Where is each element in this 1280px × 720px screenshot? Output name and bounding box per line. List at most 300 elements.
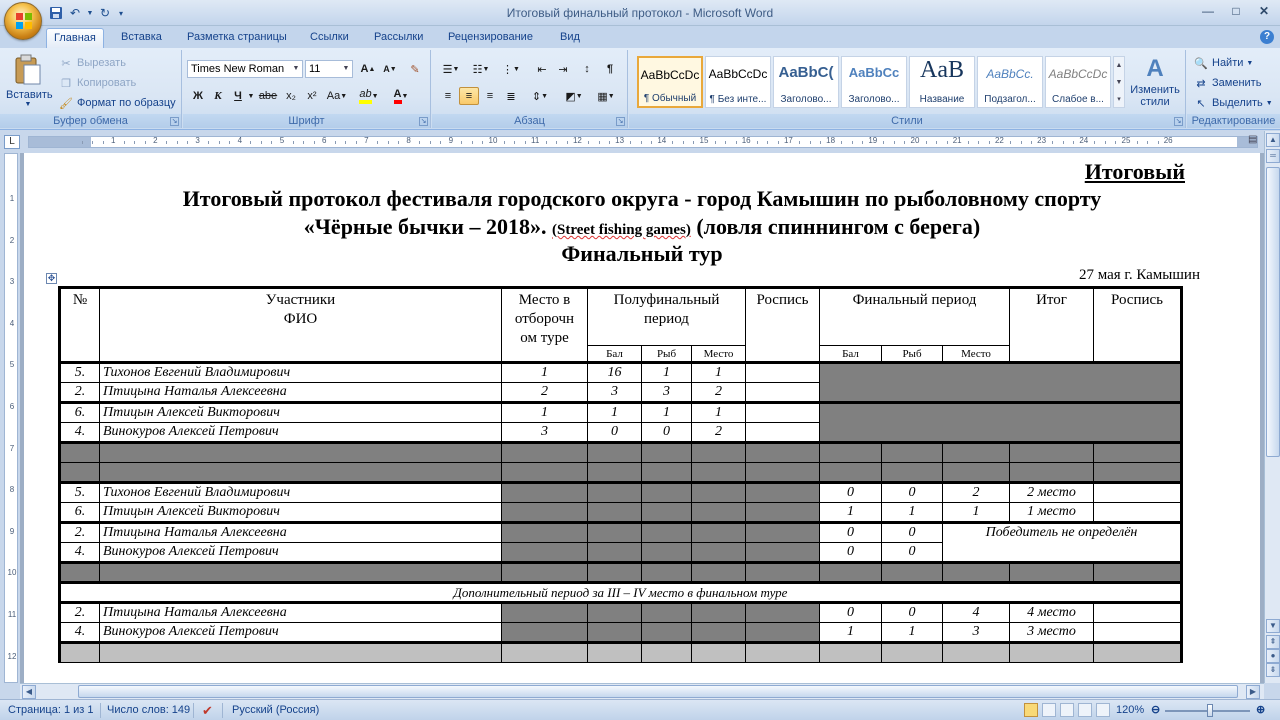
ruler-tick <box>904 141 905 144</box>
ruler-tick <box>103 141 104 144</box>
doc-date-place: 27 мая г. Камышин <box>1078 267 1200 283</box>
copy-button[interactable] <box>58 74 136 92</box>
ruler-number: 2 <box>153 136 158 145</box>
grey-cell <box>1094 463 1182 483</box>
ruler-tick <box>736 141 737 144</box>
extra-period-note: Дополнительный период за III – IV место в финальном туре <box>60 583 1182 603</box>
tab-review[interactable]: Рецензирование <box>448 31 533 43</box>
ruler-tick <box>356 141 357 144</box>
increase-indent-icon[interactable]: ⇥ <box>558 63 568 76</box>
style-subtitle[interactable] <box>977 56 1043 108</box>
semi-bal-cell: 0 <box>588 423 642 443</box>
ruler-tick <box>82 141 83 144</box>
ruler-tick <box>609 141 610 144</box>
semi-blocked-cell <box>502 623 588 643</box>
underline-button[interactable]: Ч <box>234 90 242 102</box>
status-page[interactable]: Страница: 1 из 1 <box>8 704 94 716</box>
grey-cell <box>746 443 820 463</box>
ruler-tick <box>1031 141 1032 144</box>
paste-dropdown-icon: ▼ <box>24 101 32 108</box>
semi-blocked-cell <box>642 543 692 563</box>
font-family-combo[interactable] <box>187 60 303 78</box>
grey-cell <box>820 643 882 663</box>
outline-view-icon[interactable] <box>1078 703 1092 717</box>
vertical-scrollbar[interactable] <box>1264 131 1280 683</box>
ruler-tick <box>556 141 557 144</box>
ruler-number: 12 <box>572 136 582 145</box>
scroll-up-icon[interactable]: ▲ <box>1266 133 1280 147</box>
ruler-tick <box>1010 141 1011 144</box>
grey-cell <box>746 463 820 483</box>
header-total: Итог <box>1010 288 1094 363</box>
ruler-tick <box>1073 141 1074 144</box>
paragraph-launcher-icon[interactable]: ↘ <box>617 118 624 125</box>
grey-cell <box>60 643 100 663</box>
ruler-tick <box>303 141 304 144</box>
grey-cell <box>502 563 588 583</box>
participant-name: Тихонов Евгений Владимирович <box>100 483 502 503</box>
split-icon[interactable]: ═ <box>1266 149 1280 163</box>
ruler-tick <box>219 141 220 144</box>
paste-label: Вставить <box>6 89 53 101</box>
final-mesto-cell: 4 <box>943 603 1010 623</box>
grey-cell <box>692 563 746 583</box>
table-row <box>60 403 1182 423</box>
ruler-tick <box>883 141 884 144</box>
qual-place-cell: 2 <box>502 383 588 403</box>
semi-blocked-cell <box>502 483 588 503</box>
font-color-icon: A <box>394 89 402 104</box>
ruler-tick <box>841 141 842 144</box>
font-color-button[interactable]: A ▼ <box>387 87 415 105</box>
grey-cell <box>642 443 692 463</box>
sign-cell <box>1094 503 1182 523</box>
sign-cell <box>1094 623 1182 643</box>
spellcheck-icon[interactable]: ✔ <box>202 703 213 718</box>
font-launcher-icon[interactable]: ↘ <box>420 118 427 125</box>
grey-cell <box>100 443 502 463</box>
semi-ryb-cell: 3 <box>642 383 692 403</box>
tab-references[interactable]: Ссылки <box>310 31 349 43</box>
style-heading1[interactable] <box>773 56 839 108</box>
italic-button[interactable]: К <box>214 90 222 102</box>
header-sign1: Роспись <box>746 288 820 363</box>
semi-mesto-cell: 2 <box>692 423 746 443</box>
web-layout-view-icon[interactable] <box>1060 703 1074 717</box>
ruler-tick <box>208 141 209 144</box>
vertical-scroll-thumb[interactable] <box>1266 167 1280 457</box>
semi-bal-cell: 1 <box>588 403 642 423</box>
document-page[interactable] <box>24 153 1260 683</box>
participant-name: Тихонов Евгений Владимирович <box>100 363 502 383</box>
ruler-tick <box>757 141 758 144</box>
paintbrush-icon: 🖌 <box>59 97 73 110</box>
final-blocked-cell <box>820 403 1182 443</box>
total-cell: 2 место <box>1010 483 1094 503</box>
ruler-tick <box>546 141 547 144</box>
highlight-icon: ab <box>359 89 371 104</box>
status-separator <box>100 703 101 718</box>
style-sample: AaBbCcDc <box>708 67 768 81</box>
change-styles-button[interactable] <box>1127 54 1183 112</box>
header-sign2: Роспись <box>1094 288 1182 363</box>
ruler-tick <box>630 141 631 144</box>
vruler-number: 3 <box>9 277 15 287</box>
semi-blocked-cell <box>588 523 642 543</box>
ruler-tick <box>968 141 969 144</box>
vruler-number: 4 <box>9 318 15 328</box>
ruler-tick <box>177 141 178 144</box>
semi-mesto-cell: 2 <box>692 383 746 403</box>
ruler-tick <box>419 141 420 144</box>
ruler-number: 26 <box>1163 136 1173 145</box>
results-table <box>58 286 1183 663</box>
zoom-slider-thumb[interactable] <box>1207 704 1213 717</box>
grey-cell <box>1010 563 1094 583</box>
horizontal-ruler[interactable] <box>0 131 1280 151</box>
semi-ryb-cell: 1 <box>642 403 692 423</box>
grey-cell <box>882 643 943 663</box>
ruler-number: 25 <box>1121 136 1131 145</box>
style-name: Заголово... <box>780 94 832 105</box>
clear-formatting-icon[interactable]: ✎ <box>410 63 420 76</box>
ruler-number: 8 <box>406 136 411 145</box>
final-ryb-cell: 0 <box>882 523 943 543</box>
print-layout-view-icon[interactable] <box>1024 703 1038 717</box>
semi-blocked-cell <box>692 603 746 623</box>
minimize-icon[interactable]: — <box>1202 4 1214 18</box>
ruler-tick <box>250 141 251 144</box>
ruler-number: 20 <box>910 136 920 145</box>
vruler-number: 7 <box>9 443 15 453</box>
undo-dropdown-icon[interactable]: ▼ <box>86 9 94 17</box>
tab-stop-selector-icon[interactable]: L <box>4 135 20 149</box>
line-spacing-icon[interactable]: ⇕ ▼ <box>531 90 549 103</box>
ruler-tick <box>894 141 895 144</box>
grey-cell <box>60 463 100 483</box>
semi-blocked-cell <box>588 543 642 563</box>
grey-cell <box>692 463 746 483</box>
table-row <box>60 363 1182 383</box>
align-center-icon[interactable]: ≡ <box>459 87 479 105</box>
semi-blocked-cell <box>692 503 746 523</box>
change-case-label: Aa <box>326 90 341 102</box>
justify-icon[interactable]: ≣ <box>506 90 516 103</box>
find-label: Найти <box>1212 57 1244 69</box>
tab-mailings[interactable]: Рассылки <box>374 31 424 43</box>
shading-icon[interactable]: ◩ ▼ <box>565 90 583 103</box>
qual-place-cell: 1 <box>502 403 588 423</box>
participant-number: 2. <box>60 603 100 623</box>
doc-title-line1: Итоговый протокол фестиваля городского округа - город Камышин по рыболовному спорту <box>182 186 1102 211</box>
style-name: ¶ Без инте... <box>709 94 767 105</box>
save-icon[interactable] <box>48 5 64 21</box>
subheader-mesto: Место <box>943 346 1010 363</box>
grey-cell <box>642 563 692 583</box>
close-icon[interactable]: ✕ <box>1258 4 1270 18</box>
style-title[interactable] <box>909 56 975 108</box>
qual-place-cell: 1 <box>502 363 588 383</box>
grey-cell <box>1010 643 1094 663</box>
semi-mesto-cell: 1 <box>692 363 746 383</box>
table-row <box>60 523 1182 543</box>
participant-name: Птицына Наталья Алексеевна <box>100 383 502 403</box>
zoom-out-icon[interactable]: ⊖ <box>1151 704 1161 716</box>
grey-cell <box>746 643 820 663</box>
tab-page-layout[interactable]: Разметка страницы <box>187 31 287 43</box>
redo-icon[interactable]: ↻ <box>99 6 111 20</box>
clipboard-launcher-icon[interactable]: ↘ <box>171 118 178 125</box>
styles-launcher-icon[interactable]: ↘ <box>1175 118 1182 125</box>
shrink-font-icon[interactable]: A ▼ <box>383 64 397 74</box>
scroll-right-icon[interactable]: ▶ <box>1246 685 1260 699</box>
semi-ryb-cell: 1 <box>642 363 692 383</box>
document-area[interactable] <box>20 153 1264 683</box>
bold-button[interactable]: Ж <box>193 90 203 102</box>
table-grey-row <box>60 643 1182 663</box>
editing-group-label: Редактирование <box>1187 114 1280 128</box>
grey-cell <box>1010 463 1094 483</box>
sort-icon[interactable]: ↕ <box>584 63 590 75</box>
sign-cell <box>746 403 820 423</box>
sign-cell <box>1094 603 1182 623</box>
borders-icon[interactable]: ▦ ▼ <box>597 90 615 103</box>
grey-cell <box>588 563 642 583</box>
select-arrow-icon: ↖ <box>1196 97 1206 110</box>
final-bal-cell: 1 <box>820 503 882 523</box>
status-bar <box>0 699 1280 720</box>
ruler-tick <box>567 141 568 144</box>
grey-cell <box>820 443 882 463</box>
vruler-number: 10 <box>7 568 17 578</box>
prev-page-icon[interactable]: ⇞ <box>1266 635 1280 649</box>
ruler-number: 22 <box>994 136 1004 145</box>
semi-blocked-cell <box>746 623 820 643</box>
ruler-number: 3 <box>195 136 200 145</box>
total-cell: 3 место <box>1010 623 1094 643</box>
ruler-number: 9 <box>448 136 454 145</box>
zoom-level[interactable]: 120% <box>1116 704 1145 716</box>
select-button[interactable]: ↖ Выделить ▼ <box>1193 94 1273 112</box>
styles-group-label: Стили <box>629 114 1185 128</box>
style-subtle-emphasis[interactable] <box>1045 56 1111 108</box>
semi-blocked-cell <box>642 623 692 643</box>
grey-cell <box>1094 443 1182 463</box>
semi-mesto-cell: 1 <box>692 403 746 423</box>
paste-icon <box>13 54 43 86</box>
underline-dropdown-icon[interactable]: ▼ <box>247 92 255 100</box>
grey-cell <box>943 563 1010 583</box>
final-bal-cell: 0 <box>820 483 882 503</box>
participant-number: 5. <box>60 483 100 503</box>
grow-font-icon[interactable]: A ▲ <box>360 63 376 75</box>
vruler-number: 2 <box>9 235 15 245</box>
show-marks-icon[interactable]: ¶ <box>606 63 614 75</box>
style-sample: AaBbC( <box>778 64 834 81</box>
final-ryb-cell: 0 <box>882 543 943 563</box>
style-no-spacing[interactable] <box>705 56 771 108</box>
vruler-number: 6 <box>9 402 15 411</box>
styles-gallery-scroll[interactable]: ▲ ▼ ▾ <box>1113 56 1125 108</box>
ruler-tick <box>862 141 863 144</box>
table-row <box>60 503 1182 523</box>
status-words[interactable]: Число слов: 149 <box>107 704 191 716</box>
format-painter-label: Формат по образцу <box>77 97 176 109</box>
find-button[interactable]: 🔍 Найти ▼ <box>1194 57 1254 70</box>
final-ryb-cell: 0 <box>882 603 943 623</box>
semi-blocked-cell <box>746 483 820 503</box>
zoom-in-icon[interactable]: ⊕ <box>1256 704 1266 716</box>
scroll-down-icon[interactable]: ▼ <box>1266 619 1280 633</box>
replace-icon: ⇄ <box>1196 77 1206 90</box>
doc-title-final-tour: Финальный тур <box>561 241 723 266</box>
ruler-tick <box>514 141 515 144</box>
scroll-left-icon[interactable]: ◀ <box>22 685 36 699</box>
subheader-ryb: Рыб <box>642 346 692 363</box>
participant-name: Птицына Наталья Алексеевна <box>100 603 502 623</box>
vruler-number: 5 <box>9 360 15 370</box>
window-controls <box>1198 3 1274 19</box>
undo-icon[interactable]: ↶ <box>69 6 81 20</box>
view-ruler-icon[interactable]: ▤ <box>1248 134 1258 145</box>
status-language[interactable]: Русский (Россия) <box>232 704 320 716</box>
participant-number: 4. <box>60 543 100 563</box>
grey-cell <box>588 443 642 463</box>
table-move-handle-icon[interactable]: ✥ <box>47 273 56 283</box>
semi-blocked-cell <box>692 543 746 563</box>
ruler-number: 13 <box>615 136 625 145</box>
numbering-icon[interactable]: ☷ ▼ <box>472 63 490 76</box>
semi-blocked-cell <box>692 483 746 503</box>
multilevel-list-icon[interactable]: ⋮ ▼ <box>502 63 520 76</box>
tab-view[interactable]: Вид <box>560 31 580 43</box>
replace-button[interactable] <box>1193 74 1261 92</box>
copy-label: Копировать <box>77 77 137 89</box>
table-grey-row <box>60 443 1182 463</box>
align-left-icon[interactable]: ≡ <box>444 90 452 102</box>
vruler-number: 9 <box>9 526 15 536</box>
final-ryb-cell: 1 <box>882 503 943 523</box>
tab-insert[interactable]: Вставка <box>121 31 162 43</box>
highlight-button[interactable]: ab ▼ <box>355 87 383 105</box>
style-sample: AaBbCcDc <box>1048 67 1108 81</box>
ribbon <box>0 48 1280 130</box>
ruler-tick <box>672 141 673 144</box>
participant-number: 4. <box>60 423 100 443</box>
participant-name: Птицын Алексей Викторович <box>100 503 502 523</box>
grey-cell <box>820 463 882 483</box>
cut-button[interactable] <box>58 54 126 72</box>
semi-blocked-cell <box>588 483 642 503</box>
vertical-ruler[interactable] <box>4 153 18 683</box>
grey-cell <box>60 443 100 463</box>
grey-cell <box>60 563 100 583</box>
ruler-tick <box>482 141 483 144</box>
grey-cell <box>1010 443 1094 463</box>
window-title: Итоговый финальный протокол - Microsoft Word <box>506 6 774 20</box>
ruler-tick <box>293 141 294 144</box>
ruler-tick <box>229 141 230 144</box>
browse-object-icon[interactable]: ● <box>1266 649 1280 663</box>
ruler-number: 7 <box>364 136 369 145</box>
font-size-combo[interactable] <box>305 60 353 78</box>
final-bal-cell: 0 <box>820 523 882 543</box>
bullets-icon[interactable]: ☰ ▼ <box>442 63 460 76</box>
decrease-indent-icon[interactable]: ⇤ <box>537 63 547 76</box>
select-label: Выделить <box>1212 97 1263 109</box>
full-screen-view-icon[interactable] <box>1042 703 1056 717</box>
style-name: Название <box>919 94 965 105</box>
subscript-button[interactable]: x₂ <box>286 90 296 102</box>
ruler-number: 17 <box>783 136 793 145</box>
semi-blocked-cell <box>746 543 820 563</box>
ribbon-tabs <box>0 26 1280 48</box>
styles-group <box>629 50 1186 128</box>
grey-cell <box>882 443 943 463</box>
final-bal-cell: 0 <box>820 543 882 563</box>
copy-icon: ❐ <box>61 77 71 90</box>
ruler-tick <box>1137 141 1138 144</box>
ruler-tick <box>810 141 811 144</box>
style-normal[interactable] <box>637 56 703 108</box>
ruler-number: 5 <box>279 136 285 145</box>
paste-button[interactable] <box>6 54 53 114</box>
semi-blocked-cell <box>746 523 820 543</box>
draft-view-icon[interactable] <box>1096 703 1110 717</box>
ruler-number: 16 <box>741 136 751 145</box>
align-right-icon[interactable]: ≡ <box>486 90 494 102</box>
participant-name: Винокуров Алексей Петрович <box>100 543 502 563</box>
ruler-tick <box>461 141 462 144</box>
style-name: Слабое в... <box>1052 94 1104 105</box>
winner-note-cell: Победитель не определён <box>943 523 1182 563</box>
grey-cell <box>882 463 943 483</box>
office-button[interactable] <box>4 2 42 40</box>
semi-bal-cell: 16 <box>588 363 642 383</box>
sign-cell <box>746 423 820 443</box>
style-sample: AaBbCcDc <box>640 68 700 82</box>
semi-blocked-cell <box>588 603 642 623</box>
tab-home[interactable]: Главная <box>46 28 104 48</box>
help-icon[interactable]: ? <box>1260 30 1274 44</box>
style-heading2[interactable] <box>841 56 907 108</box>
doc-title-street-fishing: (Street fishing games) <box>551 222 691 238</box>
font-group-label: Шрифт <box>183 114 430 128</box>
sign-cell <box>1094 483 1182 503</box>
horizontal-scroll-thumb[interactable] <box>78 685 1238 698</box>
semi-blocked-cell <box>642 483 692 503</box>
superscript-button[interactable]: x² <box>307 90 317 102</box>
format-painter-button[interactable] <box>58 94 176 112</box>
strikethrough-button[interactable]: abe <box>258 90 278 102</box>
ruler-tick <box>261 141 262 144</box>
chevron-down-icon: ▼ <box>342 65 350 72</box>
next-page-icon[interactable]: ⇟ <box>1266 663 1280 677</box>
grey-cell <box>100 563 502 583</box>
change-case-button[interactable]: Aa ▼ <box>326 90 348 102</box>
ruler-tick <box>778 141 779 144</box>
chevron-down-icon: ▼ <box>292 65 300 72</box>
horizontal-scrollbar[interactable] <box>20 683 1264 699</box>
grey-cell <box>502 643 588 663</box>
maximize-icon[interactable]: □ <box>1232 4 1240 18</box>
ruler-tick <box>134 141 135 144</box>
customize-qat-icon[interactable]: ▾ <box>118 8 123 18</box>
ruler-tick <box>1063 141 1064 144</box>
ruler-tick <box>472 141 473 144</box>
change-styles-icon: A <box>1146 55 1164 82</box>
paragraph-group <box>432 50 628 128</box>
